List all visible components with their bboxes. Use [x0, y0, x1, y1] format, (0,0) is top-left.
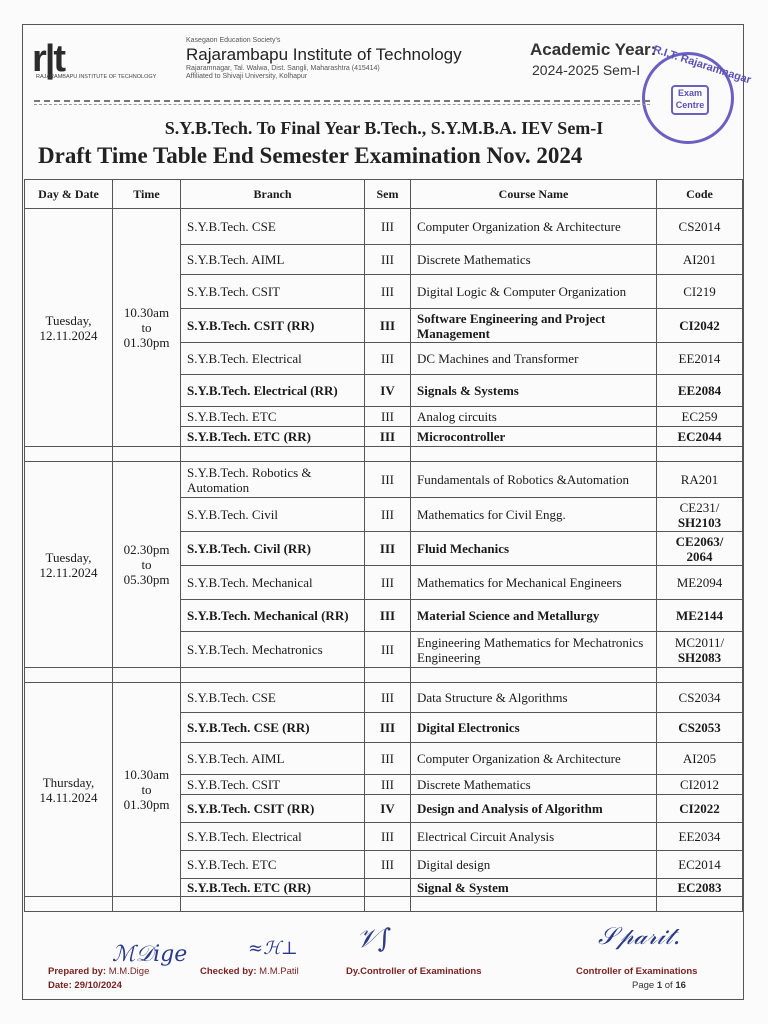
- page-of: of: [664, 980, 673, 991]
- branch-cell: S.Y.B.Tech. ETC (RR): [181, 879, 365, 897]
- controller-signature: 𝒮𝓅𝒶𝓇𝒾𝓉.: [598, 922, 681, 950]
- table-header-row: [25, 180, 743, 209]
- branch-cell: S.Y.B.Tech. CSIT: [181, 275, 365, 309]
- sem-cell: IV: [365, 375, 411, 407]
- course-cell: Computer Organization & Architecture: [411, 743, 657, 775]
- checked-label: Checked by:: [200, 966, 257, 977]
- course-cell: Fluid Mechanics: [411, 532, 657, 566]
- course-cell: Signal & System: [411, 879, 657, 897]
- page-current: 1: [656, 980, 663, 991]
- code-line-1: CE2063/: [675, 533, 724, 549]
- session3-day-cell: [25, 683, 113, 897]
- col-header-sem: Sem: [365, 180, 411, 209]
- session3-time-start: 10.30am: [123, 767, 170, 782]
- code-cell: CI2042: [657, 309, 743, 343]
- sem-cell: III: [365, 632, 411, 668]
- sem-cell: III: [365, 462, 411, 498]
- sem-cell: III: [365, 343, 411, 375]
- session1-time-to: to: [141, 320, 152, 335]
- sem-cell: III: [365, 427, 411, 447]
- code-cell: CI2022: [657, 795, 743, 823]
- course-cell: Digital Electronics: [411, 713, 657, 743]
- session2-time-start: 02.30pm: [123, 542, 170, 557]
- sem-cell: III: [365, 309, 411, 343]
- course-cell: Mathematics for Mechanical Engineers: [411, 566, 657, 600]
- session2-day: Tuesday,: [45, 549, 92, 565]
- academic-year-value: 2024-2025 Sem-I: [532, 62, 641, 78]
- sem-cell: III: [365, 600, 411, 632]
- code-cell: EE2014: [657, 343, 743, 375]
- code-cell: EC2083: [657, 879, 743, 897]
- code-cell: EC259: [657, 407, 743, 427]
- document-subtitle: S.Y.B.Tech. To Final Year B.Tech., S.Y.M.B.A. IEV Sem-I: [164, 118, 604, 138]
- branch-cell: S.Y.B.Tech. Electrical: [181, 823, 365, 851]
- session1-time-end: 01.30pm: [123, 335, 170, 350]
- code-cell: CS2014: [657, 209, 743, 245]
- course-cell: Computer Organization & Architecture: [411, 209, 657, 245]
- sem-cell: [365, 879, 411, 897]
- session3-time-end: 01.30pm: [123, 797, 170, 812]
- academic-year-label: Academic Year:: [530, 40, 657, 59]
- branch-cell: S.Y.B.Tech. CSE: [181, 209, 365, 245]
- code-cell: CS2053: [657, 713, 743, 743]
- course-cell: Mathematics for Civil Engg.: [411, 498, 657, 532]
- timetable: [24, 179, 743, 912]
- table-row: [25, 683, 743, 713]
- course-cell: Material Science and Metallurgy: [411, 600, 657, 632]
- code-cell: AI205: [657, 743, 743, 775]
- branch-cell: S.Y.B.Tech. Electrical (RR): [181, 375, 365, 407]
- code-cell: AI201: [657, 245, 743, 275]
- sem-cell: III: [365, 209, 411, 245]
- code-line-1: CE231/: [679, 499, 720, 515]
- code-cell: EC2014: [657, 851, 743, 879]
- code-cell: CI219: [657, 275, 743, 309]
- course-cell: Analog circuits: [411, 407, 657, 427]
- society-name: Kasegaon Education Society's: [186, 37, 281, 44]
- session2-time-to: to: [141, 557, 152, 572]
- table-row: [25, 209, 743, 245]
- course-cell: DC Machines and Transformer: [411, 343, 657, 375]
- institute-name: Rajarambapu Institute of Technology: [186, 45, 462, 64]
- branch-cell: S.Y.B.Tech. CSIT: [181, 775, 365, 795]
- session3-time-cell: [113, 683, 181, 897]
- col-header-course: Course Name: [411, 180, 657, 209]
- logo-caption: RAJARAMBAPU INSTITUTE OF TECHNOLOGY: [36, 74, 157, 80]
- sem-cell: III: [365, 498, 411, 532]
- session2-time-end: 05.30pm: [123, 572, 170, 587]
- session1-day: Tuesday,: [45, 312, 92, 328]
- separator-row: [25, 897, 743, 912]
- course-cell: Fundamentals of Robotics &Automation: [411, 462, 657, 498]
- date-value: 29/10/2024: [74, 980, 122, 991]
- session3-date: 14.11.2024: [39, 789, 98, 805]
- institute-block: [186, 36, 526, 81]
- col-header-branch: Branch: [181, 180, 365, 209]
- branch-cell: S.Y.B.Tech. ETC: [181, 407, 365, 427]
- controller-label: Controller of Examinations: [576, 966, 698, 977]
- course-cell: Digital Logic & Computer Organization: [411, 275, 657, 309]
- sem-cell: III: [365, 743, 411, 775]
- code-line-2: SH2083: [677, 649, 722, 665]
- checked-by: [200, 966, 299, 977]
- prepared-by: [48, 966, 149, 977]
- code-cell: CS2034: [657, 683, 743, 713]
- branch-cell: S.Y.B.Tech. Civil: [181, 498, 365, 532]
- session2-time-cell: [113, 462, 181, 668]
- code-cell: EE2084: [657, 375, 743, 407]
- course-cell: Data Structure & Algorithms: [411, 683, 657, 713]
- page-label: Page: [632, 980, 655, 991]
- branch-cell: S.Y.B.Tech. ETC: [181, 851, 365, 879]
- course-cell: Discrete Mathematics: [411, 775, 657, 795]
- col-header-day: Day & Date: [25, 180, 113, 209]
- course-cell: Discrete Mathematics: [411, 245, 657, 275]
- prepared-name: M.M.Dige: [108, 966, 150, 977]
- branch-cell: S.Y.B.Tech. Mechanical: [181, 566, 365, 600]
- prepared-label: Prepared by:: [48, 966, 107, 977]
- col-header-code: Code: [657, 180, 743, 209]
- code-cell: RA201: [657, 462, 743, 498]
- code-line-1: MC2011/: [674, 634, 725, 650]
- code-line-2: 2064: [686, 548, 713, 564]
- date-label: Date:: [48, 980, 72, 991]
- code-cell: ME2094: [657, 566, 743, 600]
- document-title: Draft Time Table End Semester Examination Nov. 2024: [38, 143, 583, 168]
- session1-date: 12.11.2024: [39, 327, 98, 343]
- dy-controller-signature: 𝒱∫: [356, 924, 392, 954]
- session3-day: Thursday,: [42, 774, 95, 790]
- branch-cell: S.Y.B.Tech. AIML: [181, 245, 365, 275]
- page-total: 16: [675, 980, 686, 991]
- code-cell: EC2044: [657, 427, 743, 447]
- prepared-date: [48, 980, 122, 991]
- code-cell: ME2144: [657, 600, 743, 632]
- separator-row: [25, 668, 743, 683]
- institute-address: Rajaramnagar, Tal. Walwa, Dist. Sangli, Maharashtra (415414): [186, 65, 380, 72]
- code-cell: [657, 532, 743, 566]
- code-cell: [657, 498, 743, 532]
- stamp-center-text: Exam Centre: [671, 85, 709, 115]
- course-cell: Electrical Circuit Analysis: [411, 823, 657, 851]
- branch-cell: S.Y.B.Tech. Electrical: [181, 343, 365, 375]
- session2-date: 12.11.2024: [39, 564, 98, 580]
- sem-cell: IV: [365, 795, 411, 823]
- sem-cell: III: [365, 407, 411, 427]
- institute-affiliation: Affiliated to Shivaji University, Kolhapur: [186, 73, 308, 80]
- branch-cell: S.Y.B.Tech. Civil (RR): [181, 532, 365, 566]
- dy-controller-label: Dy.Controller of Examinations: [346, 966, 482, 977]
- course-cell: Signals & Systems: [411, 375, 657, 407]
- sem-cell: III: [365, 713, 411, 743]
- session1-time-cell: [113, 209, 181, 447]
- session1-day-cell: [25, 209, 113, 447]
- code-cell: CI2012: [657, 775, 743, 795]
- branch-cell: S.Y.B.Tech. Robotics & Automation: [181, 462, 365, 498]
- course-cell: Design and Analysis of Algorithm: [411, 795, 657, 823]
- sem-cell: III: [365, 823, 411, 851]
- sem-cell: III: [365, 775, 411, 795]
- sem-cell: III: [365, 245, 411, 275]
- branch-cell: S.Y.B.Tech. CSE: [181, 683, 365, 713]
- course-cell: Software Engineering and Project Management: [411, 309, 657, 343]
- prepared-signature: ℳ𝒟ige: [112, 942, 188, 967]
- branch-cell: S.Y.B.Tech. Mechatronics: [181, 632, 365, 668]
- table-row: [25, 462, 743, 498]
- branch-cell: S.Y.B.Tech. CSE (RR): [181, 713, 365, 743]
- code-cell: EE2034: [657, 823, 743, 851]
- logo-mark: r|t: [32, 38, 65, 80]
- session2-day-cell: [25, 462, 113, 668]
- course-cell: Engineering Mathematics for Mechatronics Engineering: [411, 632, 657, 668]
- sem-cell: III: [365, 532, 411, 566]
- session3-time-to: to: [141, 782, 152, 797]
- separator-row: [25, 447, 743, 462]
- page-number: [632, 980, 686, 991]
- checked-name: M.M.Patil: [259, 966, 299, 977]
- course-cell: Microcontroller: [411, 427, 657, 447]
- course-cell: Digital design: [411, 851, 657, 879]
- sem-cell: III: [365, 683, 411, 713]
- session1-time-start: 10.30am: [123, 305, 170, 320]
- sem-cell: III: [365, 566, 411, 600]
- sem-cell: III: [365, 275, 411, 309]
- header-divider-secondary: [34, 104, 650, 105]
- branch-cell: S.Y.B.Tech. AIML: [181, 743, 365, 775]
- branch-cell: S.Y.B.Tech. Mechanical (RR): [181, 600, 365, 632]
- checked-signature: ≈ℋ⊥: [248, 938, 298, 959]
- col-header-time: Time: [113, 180, 181, 209]
- code-line-2: SH2103: [677, 514, 722, 530]
- stamp-ring-text: R.I.T. Rajaramnagar: [651, 43, 753, 87]
- branch-cell: S.Y.B.Tech. ETC (RR): [181, 427, 365, 447]
- sem-cell: III: [365, 851, 411, 879]
- header-divider: [34, 100, 650, 102]
- institute-logo: [32, 36, 180, 82]
- branch-cell: S.Y.B.Tech. CSIT (RR): [181, 309, 365, 343]
- code-cell: [657, 632, 743, 668]
- branch-cell: S.Y.B.Tech. CSIT (RR): [181, 795, 365, 823]
